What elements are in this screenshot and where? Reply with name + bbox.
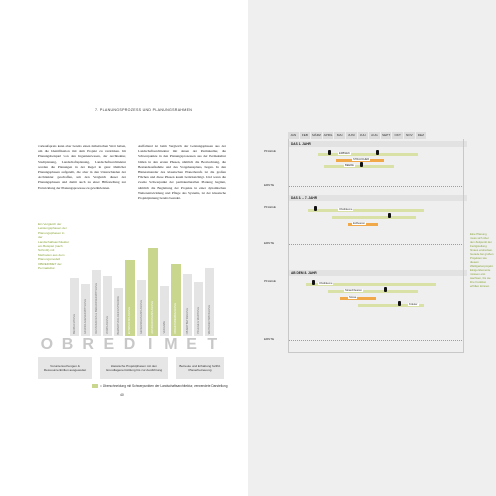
phase-bars <box>70 244 224 336</box>
phase-bar <box>92 270 101 336</box>
crop-label: Strauchbeeren <box>345 289 363 292</box>
obredimet-word <box>38 336 224 354</box>
crop-label: Erdbeeren <box>353 222 366 225</box>
row-label: ERNTE <box>264 241 275 245</box>
phase-bar-label: AUSFÜHRUNGSPLANUNG <box>151 301 154 334</box>
phase-bar-label: OBJEKTÜBERWACHUNG <box>174 303 177 334</box>
month-label: MAI <box>334 132 346 139</box>
row-label: ERNTE <box>264 337 275 341</box>
row-label: PFLEGE <box>264 205 276 209</box>
body-column-2: Auffallend ist beim Vergleich der Leistungsphasen aus der Landschaftsarchitektur mit denen der Permakultur, die Schwerpunkte in den Planungsprozessen aus der Permakultur bilden in den ersten Phasen, nämlich die Beobachtung, die Bestandsaufnahme und des Vorgehensplans, liegen. In den Hintereinander des klassischen Planerberufs ist die großen Flächen und diese Phasen kaum berücksichtigt. Und wenn die zweite Schwerpunkt der permakulturellen Planung beginnt, nämlich die Begleitung der Projekte in einer dynamischen Weiterentwicklung und Pflege des Systems, ist der klassische Projektplanung bereits beendet. <box>138 144 226 201</box>
obredimet-letter: O <box>40 336 57 353</box>
figure-caption: Ein Vergleich der Leistungsphasen der Planungsphasen in der Landschaftsarchitektur am Beispiel (nach Schmitt) mit Methoden aus dem Planungsmodell OBREDIMET der Permakultur. <box>38 222 70 271</box>
phase-bar-label: GENEHMIGUNGSPLANUNG <box>140 299 143 334</box>
chart-frame <box>288 139 464 353</box>
phase-bar <box>183 274 192 336</box>
obredimet-letter: B <box>61 336 77 353</box>
obredimet-letter: M <box>164 336 181 353</box>
month-label: DEZ <box>416 132 428 139</box>
body-column-1: vorkaufspreis kann aber bereits einen ästhetischen Wert haben, um die Identifikation mit dem Projekt zu verstärken. Im Planungsbeispiel von den Ingenieurwesen, der Architektur, Stadtplanung, Landschaftsplanung, Landschaftsarchitektur werden die Planungen in der Regel in ganz ähnlicher Planungsphasen aufgeteilt, die aber in den Unterschieden der Architektur geschaffen, um den Vergleich dieser der Planungsphasen und damit auch zu einer Hilfestellung zur Entwicklung der Planungsprozesse zu gewährleisten. <box>38 144 126 190</box>
phase-bar <box>125 260 135 336</box>
obredimet-letter: T <box>207 336 221 353</box>
running-header: 7. PLANUNGSPROZESS UND PLANUNGSRAHMEN <box>95 108 193 112</box>
month-label: JAN <box>288 132 300 139</box>
month-label: JUNI <box>346 132 358 139</box>
crop-label: Nüsse <box>349 296 357 299</box>
month-label: NOV <box>404 132 416 139</box>
phase-bar-label: BEOBACHTUNG <box>73 313 76 334</box>
crop-label: BEERE <box>345 164 354 167</box>
row-label: PFLEGE <box>264 279 276 283</box>
month-label: APRIL <box>323 133 333 137</box>
crop-label: STRAUCHER <box>353 158 370 161</box>
page-number: 40 <box>120 393 124 397</box>
crop-label: Obstbäume <box>339 208 353 211</box>
phase-bar <box>205 268 214 336</box>
crop-label: Kräuter <box>409 303 418 306</box>
phase-bar <box>103 276 112 336</box>
phase-bar <box>137 280 146 336</box>
crop-label: ERBSEN <box>339 152 350 155</box>
legend-swatch <box>92 384 98 388</box>
crop-label: Obstbäume <box>319 282 333 285</box>
phase-bar-label: OBJEKTBETREUUNG <box>186 307 189 334</box>
info-box: Betreute und Erhaltung fortlfd. Planerbetreuung <box>176 357 224 379</box>
phase-bar <box>81 284 90 336</box>
phase-bar <box>194 282 203 336</box>
info-box: Voruntersuchungen & Ressourcenbrillen ausgeweitet <box>38 357 92 379</box>
phase-bar <box>114 288 123 336</box>
obredimet-letter: R <box>82 336 97 353</box>
obredimet-letter: D <box>123 336 139 353</box>
month-label: JULI <box>358 132 370 139</box>
info-box: klassische Projektphasen mit den Grundlagenermittlung bis zur Ausführung <box>100 357 168 379</box>
row-label: ERNTE <box>264 183 275 187</box>
month-label: FEB <box>300 132 312 139</box>
phase-bar <box>160 286 169 336</box>
phase-bar-label: WEITERENTWICKLUNG <box>208 304 211 334</box>
month-label: AUG <box>369 132 381 139</box>
month-label: OKT <box>392 132 404 139</box>
row-label: PFLEGE <box>264 149 276 153</box>
phase-bar <box>171 264 181 336</box>
obredimet-letter: I <box>147 336 156 353</box>
obredimet-letter: E <box>186 336 200 353</box>
side-note: Eine Planung muss sich über den Zeitpunkt der Fertigstellung hinaus erstrecken. Gerade bei großen Projekten wie diesem Waldgartenprojekt. Einige Elemente müssen erst wachsen, bis sie ihre Funktion erfüllen können. <box>470 232 494 288</box>
section-title: AB DEM 8. JAHR <box>288 270 467 276</box>
section-title: DAS 1. JAHR <box>288 141 467 147</box>
phase-bar <box>148 248 158 336</box>
phase-bar-label: RESSOURCEN & BEDARFSERMITTLUNG <box>95 283 98 334</box>
section-title: DAS 3. – 7. JAHR <box>288 195 467 201</box>
obredimet-letter: E <box>103 336 118 353</box>
phase-bar <box>70 278 79 336</box>
phase-bar-label: VERGABE <box>163 321 166 334</box>
phase-bar-label: PFLEGE & WARTUNG <box>197 307 200 334</box>
month-label: SEPT <box>381 132 393 139</box>
phase-bar-label: ENTWURFSPLANUNG <box>128 306 131 334</box>
right-page <box>248 0 496 496</box>
phase-bar-label: BEWERTUNG DER ENTWÜRFE <box>117 295 120 334</box>
month-label: MÄRZ <box>312 133 321 137</box>
legend-note: = Überschneidung mit Schwerpunkten der Landschaftsarchitektur, verwendete Darstellung <box>100 384 228 388</box>
phase-bar-label: VORPLANUNG <box>106 315 109 334</box>
phase-bar-label: GRUNDLAGENERMITTLUNG <box>84 298 87 334</box>
